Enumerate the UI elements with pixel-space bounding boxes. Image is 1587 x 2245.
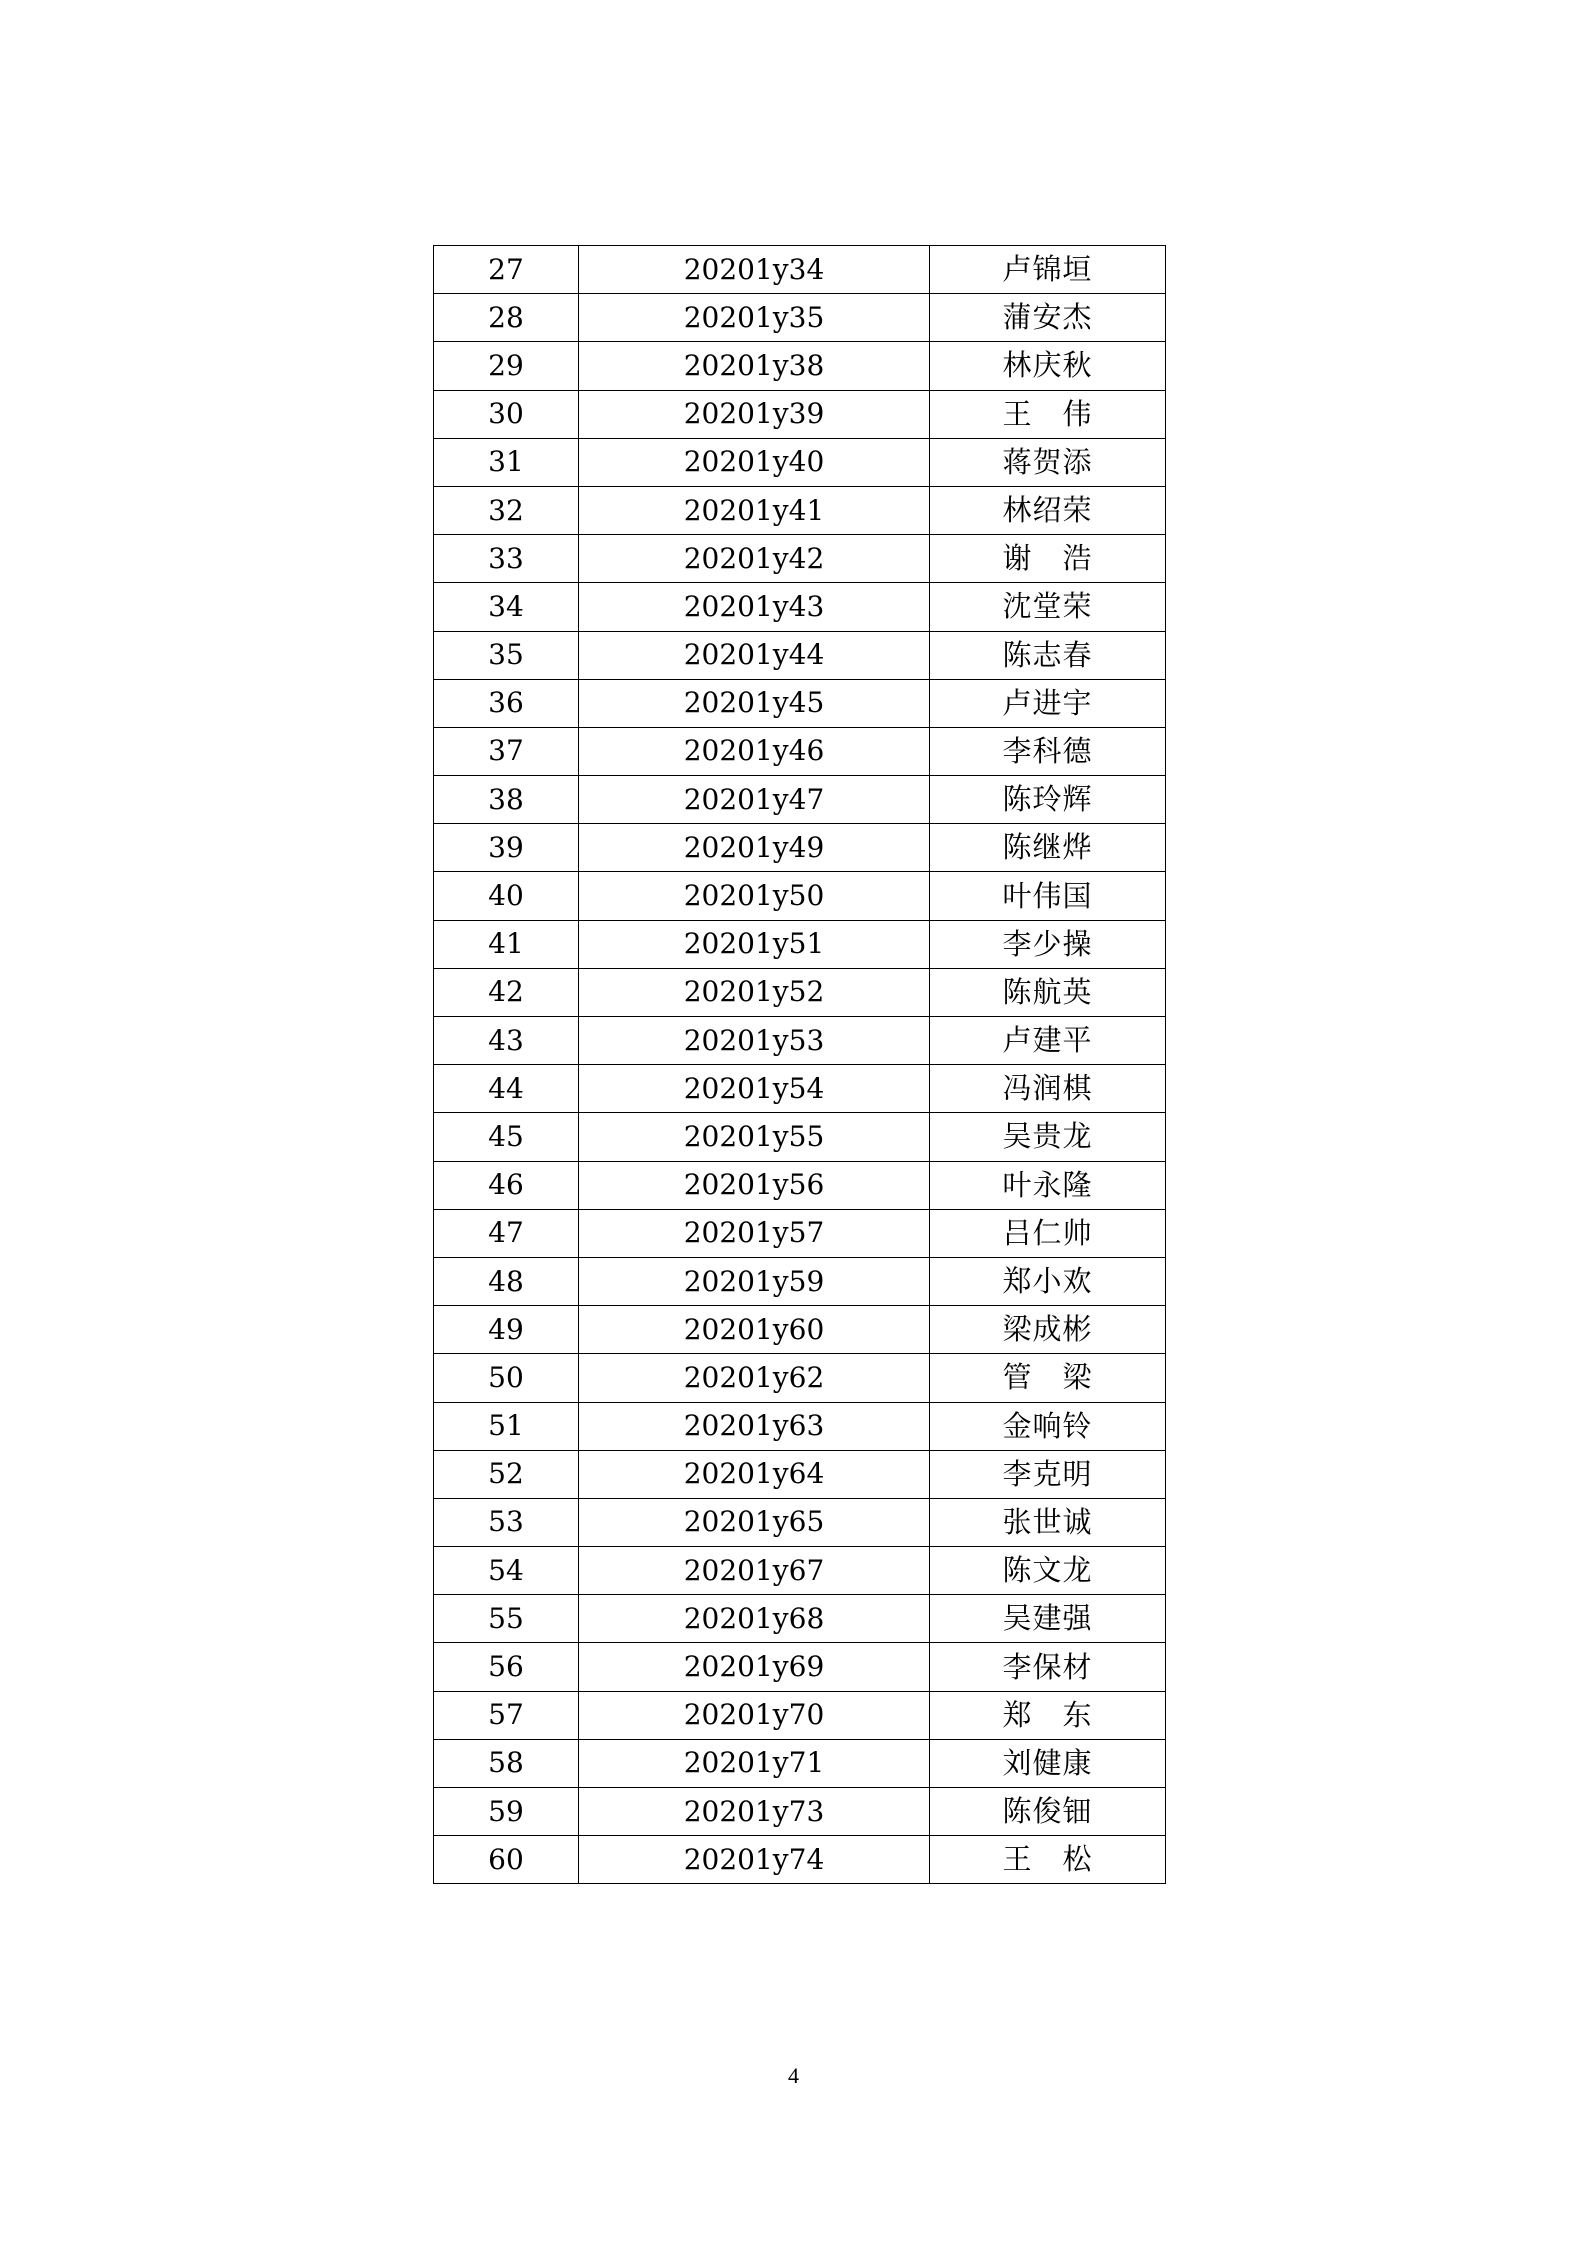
name-cell: 陈志春 xyxy=(930,631,1166,679)
name-cell: 冯润棋 xyxy=(930,1065,1166,1113)
row-number-cell: 37 xyxy=(434,727,579,775)
name-cell: 叶永隆 xyxy=(930,1161,1166,1209)
row-number-cell: 58 xyxy=(434,1739,579,1787)
table-row xyxy=(434,1498,1166,1546)
exam-id-cell: 20201y69 xyxy=(579,1643,930,1691)
table-row xyxy=(434,1402,1166,1450)
table-row xyxy=(434,1354,1166,1402)
row-number-cell: 30 xyxy=(434,390,579,438)
name-cell: 吕仁帅 xyxy=(930,1209,1166,1257)
exam-id-cell: 20201y46 xyxy=(579,727,930,775)
row-number-cell: 36 xyxy=(434,679,579,727)
exam-id-cell: 20201y35 xyxy=(579,294,930,342)
name-cell: 叶伟国 xyxy=(930,872,1166,920)
name-cell: 郑 东 xyxy=(930,1691,1166,1739)
name-cell: 陈文龙 xyxy=(930,1547,1166,1595)
table-row xyxy=(434,1306,1166,1354)
row-number-cell: 49 xyxy=(434,1306,579,1354)
exam-id-cell: 20201y45 xyxy=(579,679,930,727)
name-cell: 吴贵龙 xyxy=(930,1113,1166,1161)
name-cell: 梁成彬 xyxy=(930,1306,1166,1354)
table-row xyxy=(434,776,1166,824)
row-number-cell: 29 xyxy=(434,342,579,390)
exam-id-cell: 20201y43 xyxy=(579,583,930,631)
name-cell: 陈玲辉 xyxy=(930,776,1166,824)
table-row xyxy=(434,390,1166,438)
row-number-cell: 41 xyxy=(434,920,579,968)
name-cell: 蒋贺添 xyxy=(930,438,1166,486)
name-cell: 陈继烨 xyxy=(930,824,1166,872)
name-cell: 蒲安杰 xyxy=(930,294,1166,342)
name-cell: 沈堂荣 xyxy=(930,583,1166,631)
row-number-cell: 38 xyxy=(434,776,579,824)
table-row xyxy=(434,1836,1166,1884)
row-number-cell: 60 xyxy=(434,1836,579,1884)
table-row xyxy=(434,1113,1166,1161)
exam-id-cell: 20201y73 xyxy=(579,1788,930,1836)
row-number-cell: 47 xyxy=(434,1209,579,1257)
table-row xyxy=(434,1450,1166,1498)
row-number-cell: 27 xyxy=(434,246,579,294)
table-row xyxy=(434,246,1166,294)
exam-id-cell: 20201y70 xyxy=(579,1691,930,1739)
exam-id-cell: 20201y42 xyxy=(579,535,930,583)
exam-id-cell: 20201y53 xyxy=(579,1017,930,1065)
exam-id-cell: 20201y64 xyxy=(579,1450,930,1498)
row-number-cell: 54 xyxy=(434,1547,579,1595)
table-row xyxy=(434,583,1166,631)
exam-id-cell: 20201y52 xyxy=(579,968,930,1016)
table-row xyxy=(434,1017,1166,1065)
exam-id-cell: 20201y44 xyxy=(579,631,930,679)
name-cell: 王 松 xyxy=(930,1836,1166,1884)
name-cell: 林庆秋 xyxy=(930,342,1166,390)
row-number-cell: 50 xyxy=(434,1354,579,1402)
name-cell: 李少操 xyxy=(930,920,1166,968)
table-row xyxy=(434,1643,1166,1691)
roster-table-body xyxy=(434,246,1166,1884)
exam-id-cell: 20201y60 xyxy=(579,1306,930,1354)
table-row xyxy=(434,1691,1166,1739)
table-row xyxy=(434,1161,1166,1209)
row-number-cell: 34 xyxy=(434,583,579,631)
row-number-cell: 53 xyxy=(434,1498,579,1546)
row-number-cell: 45 xyxy=(434,1113,579,1161)
exam-id-cell: 20201y49 xyxy=(579,824,930,872)
table-row xyxy=(434,968,1166,1016)
exam-id-cell: 20201y55 xyxy=(579,1113,930,1161)
name-cell: 林绍荣 xyxy=(930,486,1166,534)
row-number-cell: 39 xyxy=(434,824,579,872)
row-number-cell: 40 xyxy=(434,872,579,920)
table-row xyxy=(434,342,1166,390)
name-cell: 王 伟 xyxy=(930,390,1166,438)
name-cell: 谢 浩 xyxy=(930,535,1166,583)
table-row xyxy=(434,1065,1166,1113)
row-number-cell: 33 xyxy=(434,535,579,583)
table-row xyxy=(434,679,1166,727)
row-number-cell: 44 xyxy=(434,1065,579,1113)
exam-id-cell: 20201y41 xyxy=(579,486,930,534)
table-row xyxy=(434,824,1166,872)
table-row xyxy=(434,727,1166,775)
row-number-cell: 28 xyxy=(434,294,579,342)
row-number-cell: 42 xyxy=(434,968,579,1016)
row-number-cell: 32 xyxy=(434,486,579,534)
row-number-cell: 52 xyxy=(434,1450,579,1498)
exam-id-cell: 20201y57 xyxy=(579,1209,930,1257)
table-row xyxy=(434,631,1166,679)
name-cell: 卢锦垣 xyxy=(930,246,1166,294)
table-row xyxy=(434,1547,1166,1595)
name-cell: 张世诚 xyxy=(930,1498,1166,1546)
name-cell: 管 梁 xyxy=(930,1354,1166,1402)
exam-id-cell: 20201y74 xyxy=(579,1836,930,1884)
exam-id-cell: 20201y67 xyxy=(579,1547,930,1595)
exam-id-cell: 20201y47 xyxy=(579,776,930,824)
row-number-cell: 43 xyxy=(434,1017,579,1065)
table-row xyxy=(434,1739,1166,1787)
exam-id-cell: 20201y65 xyxy=(579,1498,930,1546)
table-row xyxy=(434,1257,1166,1305)
table-row xyxy=(434,438,1166,486)
name-cell: 李克明 xyxy=(930,1450,1166,1498)
row-number-cell: 57 xyxy=(434,1691,579,1739)
name-cell: 卢进宇 xyxy=(930,679,1166,727)
exam-id-cell: 20201y71 xyxy=(579,1739,930,1787)
table-row xyxy=(434,535,1166,583)
name-cell: 李科德 xyxy=(930,727,1166,775)
table-row xyxy=(434,486,1166,534)
row-number-cell: 55 xyxy=(434,1595,579,1643)
row-number-cell: 59 xyxy=(434,1788,579,1836)
page-number: 4 xyxy=(788,2063,799,2088)
exam-id-cell: 20201y50 xyxy=(579,872,930,920)
exam-id-cell: 20201y34 xyxy=(579,246,930,294)
exam-id-cell: 20201y62 xyxy=(579,1354,930,1402)
table-row xyxy=(434,1209,1166,1257)
row-number-cell: 31 xyxy=(434,438,579,486)
row-number-cell: 46 xyxy=(434,1161,579,1209)
table-row xyxy=(434,294,1166,342)
exam-id-cell: 20201y51 xyxy=(579,920,930,968)
table-row xyxy=(434,1595,1166,1643)
roster-table xyxy=(433,245,1166,1884)
name-cell: 卢建平 xyxy=(930,1017,1166,1065)
row-number-cell: 56 xyxy=(434,1643,579,1691)
name-cell: 吴建强 xyxy=(930,1595,1166,1643)
exam-id-cell: 20201y68 xyxy=(579,1595,930,1643)
exam-id-cell: 20201y39 xyxy=(579,390,930,438)
exam-id-cell: 20201y63 xyxy=(579,1402,930,1450)
name-cell: 金响铃 xyxy=(930,1402,1166,1450)
name-cell: 陈航英 xyxy=(930,968,1166,1016)
table-row xyxy=(434,1788,1166,1836)
row-number-cell: 35 xyxy=(434,631,579,679)
name-cell: 刘健康 xyxy=(930,1739,1166,1787)
name-cell: 李保材 xyxy=(930,1643,1166,1691)
name-cell: 陈俊钿 xyxy=(930,1788,1166,1836)
exam-id-cell: 20201y56 xyxy=(579,1161,930,1209)
exam-id-cell: 20201y59 xyxy=(579,1257,930,1305)
exam-id-cell: 20201y40 xyxy=(579,438,930,486)
row-number-cell: 51 xyxy=(434,1402,579,1450)
exam-id-cell: 20201y38 xyxy=(579,342,930,390)
name-cell: 郑小欢 xyxy=(930,1257,1166,1305)
row-number-cell: 48 xyxy=(434,1257,579,1305)
exam-id-cell: 20201y54 xyxy=(579,1065,930,1113)
table-row xyxy=(434,872,1166,920)
table-row xyxy=(434,920,1166,968)
